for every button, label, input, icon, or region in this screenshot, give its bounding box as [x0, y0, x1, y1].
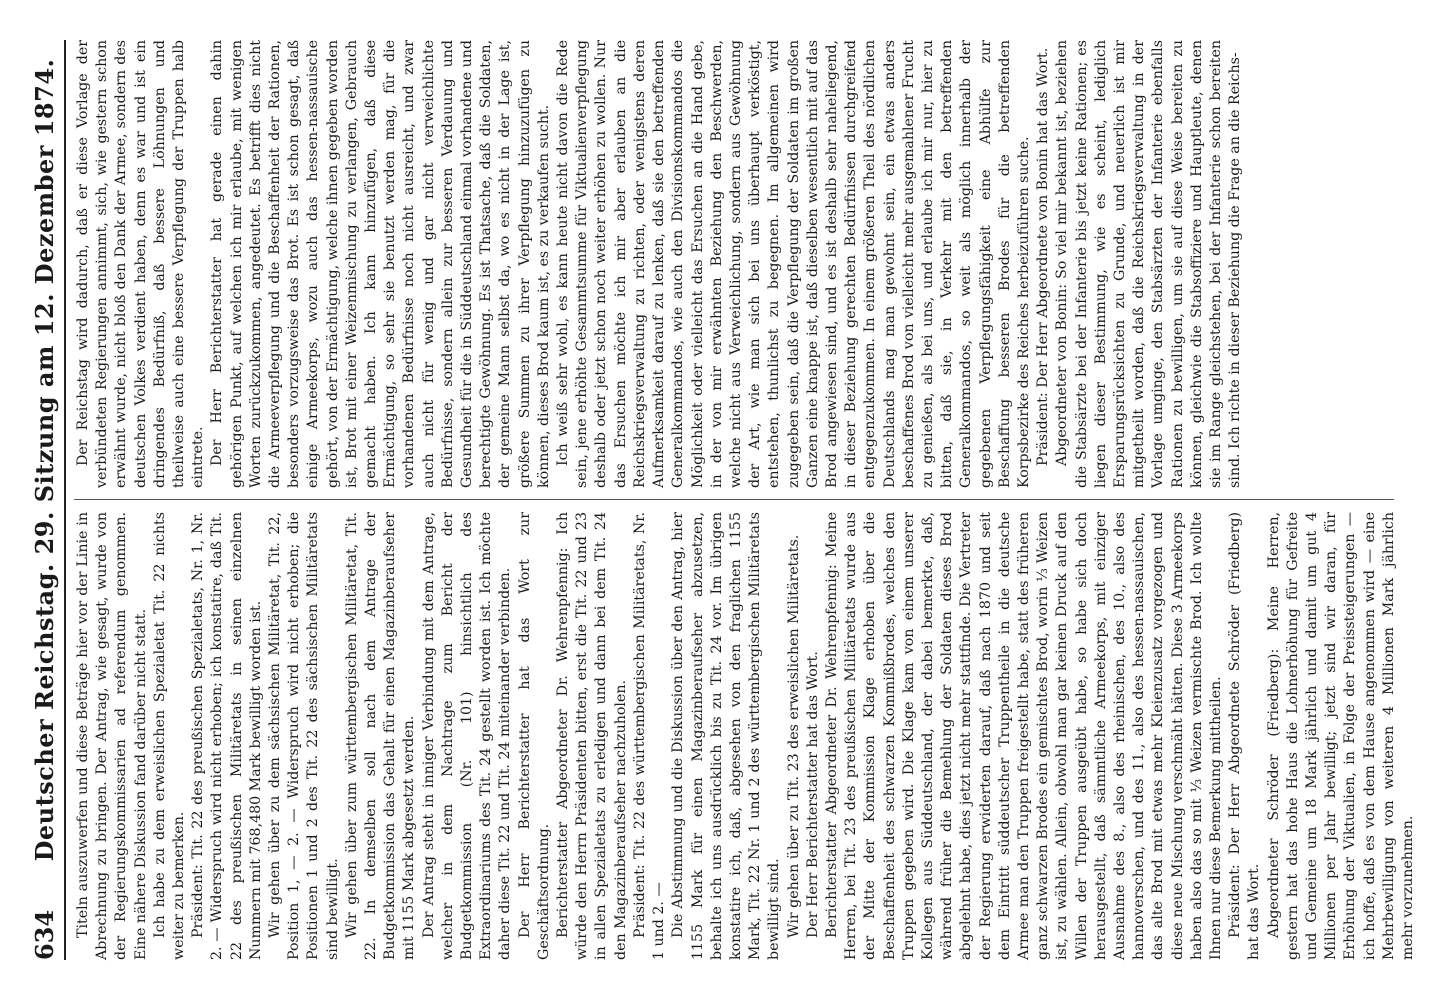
column-divider — [74, 499, 1394, 500]
header-rule — [64, 40, 66, 960]
page-header — [24, 0, 64, 960]
paragraph: Berichterstatter Abgeordneter Dr. Wehrenpfennig: Ich würde den Herrn Präsidenten bitten, erst die Tit. 22 und 23 in allen Spezialetats zu erledigen und dann bei dem Tit. 24 den Magazinberaufseher nachzuholen. — [555, 512, 629, 960]
text-column-left — [74, 512, 1418, 960]
paragraph: Berichterstatter Abgeordneter Dr. Wehrenpfennig: Meine Herren, bei Tit. 23 des preußischen Militäretats wurde aus der Mitte der Kommission Klage erhoben über die Beschaffenheit des schwarzen Kommißbrodes, welches den Truppen gegeben wird. Die Klage kam von einem unserer Kollegen aus Süddeutschland, der dabei bemerkte, daß, während früher die Bemehlung der Soldaten dieses Brod abgelehnt habe, dies jetzt nicht mehr stattfinde. Die Vertreter der Regierung erwiderten darauf, daß nach 1870 und seit dem Eintritt süddeutscher Truppentheile in die deutsche Armee man den Truppen freigestellt habe, statt des früheren ganz schwarzen Brodes ein gemischtes Brod, worin ⅓ Weizen ist, zu wählen. Allein, obwohl man gar keinen Druck auf den Willen der Truppen ausgeübt habe, so habe sich doch herausgestellt, daß sämmtliche Armeekorps, mit einziger Ausnahme des 8., also des rheinischen, des 10., also des hannoverschen, und des 11., also des hessen-nassauischen, das alte Brod mit etwas mehr Kleienzusatz vorgezogen und diese neue Mischung verschmäht hätten. Diese 3 Armeekorps haben also das so mit ⅓ Weizen vermischte Brod. Ich wollte Ihnen nur diese Bemerkung mittheilen. — [823, 512, 1224, 960]
paragraph: Präsident: Der Herr Abgeordnete Schröder (Friedberg) hat das Wort. — [1227, 512, 1263, 960]
paragraph: Wir gehen über zu Tit. 23 des erweislichen Militäretats. — [785, 534, 802, 938]
paragraph: Wir gehen über zu dem sächsischen Militäretat, Tit. 22, Position 1, — 2. — Widerspruch wird nicht erhoben; die Positionen 1 und 2 des Tit. 22 des sächsischen Militäretats sind bewilligt. — [267, 512, 341, 960]
paragraph: Der Reichstag wird dadurch, daß er diese Vorlage der verbündeten Regierungen annimmt, sich, wie gestern schon erwähnt wurde, nicht bloß den Dank der Armee, sondern des deutschen Volkes verdient haben, denn es war und ist ein dringendes Bedürfniß, daß bessere Löhnungen und theilweise auch eine bessere Verpflegung der Truppen halb eintrete. — [75, 40, 207, 488]
paragraph: Präsident: Tit. 22 des württembergischen Militäretats, Nr. 1 und 2. — — [631, 512, 668, 960]
paragraph: Der Herr Berichterstatter hat das Wort zur Geschäftsordnung. — [516, 512, 552, 960]
paragraph: Ich habe zu dem erweislichen Spezialetat Tit. 22 nichts weiter zu bemerken. — [151, 512, 188, 960]
paragraph: Der Antrag steht in inniger Verbindung mit dem Antrage, welcher in dem Nachtrage zum Bericht der Budgetkommission (Nr. 101) hinsichtlich des Extraordinariums des Tit. 24 gestellt worden ist. Ich möchte daher diese Tit. 22 und Tit. 24 miteinander verbinden. — [420, 512, 514, 960]
paragraph: Präsident: Der Herr Abgeordnete von Bonin hat das Wort. — [1035, 47, 1052, 466]
paragraph: Präsident: Tit. 22 des preußischen Spezialetats, Nr. 1, Nr. 2. — Widerspruch wird nicht erhoben; ich konstatire, daß Tit. 22 des preußischen Militäretats in seinen einzelnen Nummern mit 768,480 Mark bewilligt worden ist. — [190, 512, 264, 960]
paragraph: Die Abstimmung und die Diskussion über den Antrag, hier 1155 Mark für einen Magazinberaufseher abzusetzen, behalte ich uns ausdrücklich bis zu Tit. 24 vor. Im übrigen konstatire ich, daß, abgesehen von den fraglichen 1155 Mark, Tit. 22 Nr. 1 und 2 des württembergischen Militäretats bewilligt sind. — [670, 512, 783, 960]
running-title: Deutscher Reichstag. 29. Sitzung am 12. Dezember 1874. — [30, 58, 59, 862]
paragraph: Wir gehen über zum württembergischen Militäretat, Tit. 22. In demselben soll nach dem Antrage der Budgetkommission das Gehalt für einen Magazinberaufseher mit 1155 Mark abgesetzt werden. — [343, 512, 418, 960]
paragraph: Abgeordneter von Bonin: So viel mir bekannt ist, beziehen die Stabsärzte bei der Infanterie bis jetzt keine Rationen; es liegen dieser Bestimmung, wie es scheint, lediglich Ersparungsrücksichten zu Grunde, und neuerlich ist mir mitgetheilt worden, daß die Reichskriegsverwaltung in der Vorlage umginge, den Stabsärzten der Infanterie ebenfalls Rationen zu bewilligen, um sie auf diese Weise bereiten zu können, gleichwie die Stabsoffiziere und Hauptleute, denen sie im Range gleichstehen, bei der Infanterie schon bereiten sind. Ich richte in dieser Beziehung die Frage an die Reichs- — [1054, 40, 1244, 488]
paragraph: Ich weiß sehr wohl, es kann heute nicht davon die Rede sein, jene erhöhte Gesammtsumme für Viktualienverpflegung deshalb oder jetzt schon noch weiter erhöhen zu wollen. Nur das Ersuchen möchte ich mir aber erlauben an die Reichskriegsverwaltung zu richten, oder wenigstens deren Aufmerksamkeit darauf zu lenken, daß sie den betreffenden Generalkommandos, wie auch den Divisionskommandos die Möglichkeit oder vielleicht das Ersuchen an die Hand gebe, in der von mir erwähnten Beziehung den Beschwerden, welche nicht aus Verweichlichung, sondern aus Gewöhnung der Art, wie man sich bei uns überhaupt verköstigt, entstehen, thunlichst zu begegnen. Im allgemeinen wird zugegeben sein, daß die Verpflegung der Soldaten im großen Ganzen eine knappe ist, daß dieselben wesentlich mit auf das Brod angewiesen sind, und es ist deshalb sehr naheliegend, in dieser Beziehung gerechten Bedürfnissen durchgreifend entgegenzukommen. In einem größeren Theil des nördlichen Deutschlands mag man gewohnt sein, ein etwas anders beschaffenes Brod von vielleicht mehr ausgemahlener Frucht zu genießen, als bei uns, und erlaube ich mir nur, hier zu bitten, daß sie, in Verkehr mit den betreffenden Generalkommandos, so weit als möglich innerhalb der gegebenen Verpflegungsfähigkeit eine Abhülfe zur Beschaffung besseren Brodes für die betreffenden Korpsbezirke des Reiches herbeizuführen suche. — [555, 40, 1032, 488]
paragraph: Abgeordneter Schröder (Friedberg): Meine Herren, gestern hat das hohe Haus die Lohnerhöhung für Gefreite und Gemeine um 18 Mark jährlich und damit um gut 4 Millionen per Jahr bewilligt; jetzt sind wir daran, für Erhöhung der Viktualien, in Folge der Preissteigerungen — ich hoffe, daß es von dem Hause angenommen wird — eine Mehrbewilligung von weiteren 4 Millionen Mark jährlich mehr vorzunehmen. — [1265, 512, 1417, 960]
digitization-note — [1405, 20, 1425, 980]
paragraph: Titeln auszuwerfen und diese Beträge hier vor der Linie in Abrechnung zu bringen. Der Antrag, wie gesagt, wurde von der Regierungskommissarien ad referendum genommen. Eine nähere Diskussion fand darüber nicht statt. — [75, 512, 149, 960]
paragraph: Der Herr Berichterstatter hat das Wort. — [804, 651, 821, 938]
paragraph: Der Herr Berichterstatter hat gerade einen dahin gehörigen Punkt, auf welchen ich mir erlaube, mit wenigen Worten zurückzukommen, angedeutet. Es betrifft dies nicht die Armeeverpflegung und die Beschaffenheit der Rationen, besonders vorzugsweise das Brot. Es ist schon gesagt, daß einige Armeekorps, wozu auch das hessen-nassauische gehört, von der Ermächtigung, welche ihnen gegeben worden ist, Brot mit einer Weizenmischung zu verlangen, Gebrauch gemacht haben. Ich kann hinzufügen, daß diese Ermächtigung, so sehr sie benutzt werden mag, für die vorhandenen Bedürfnisse noch nicht ausreicht, und zwar auch nicht für wenig und gar nicht verweichlichte Bedürfnisse, sondern allein zur besseren Verdauung und Gesundheit für die in Süddeutschland einmal vorhandene und berechtigte Gewöhnung. Es ist Thatsache, daß die Soldaten, der gemeine Mann selbst da, wo es nicht in der Lage ist, größere Summen zu ihrer Verpflegung hinzuzufügen zu können, dieses Brod kaum ist, es zu verkaufen sucht. — [209, 40, 552, 488]
page-number: 634 — [30, 909, 59, 960]
text-column-right — [74, 40, 1245, 488]
